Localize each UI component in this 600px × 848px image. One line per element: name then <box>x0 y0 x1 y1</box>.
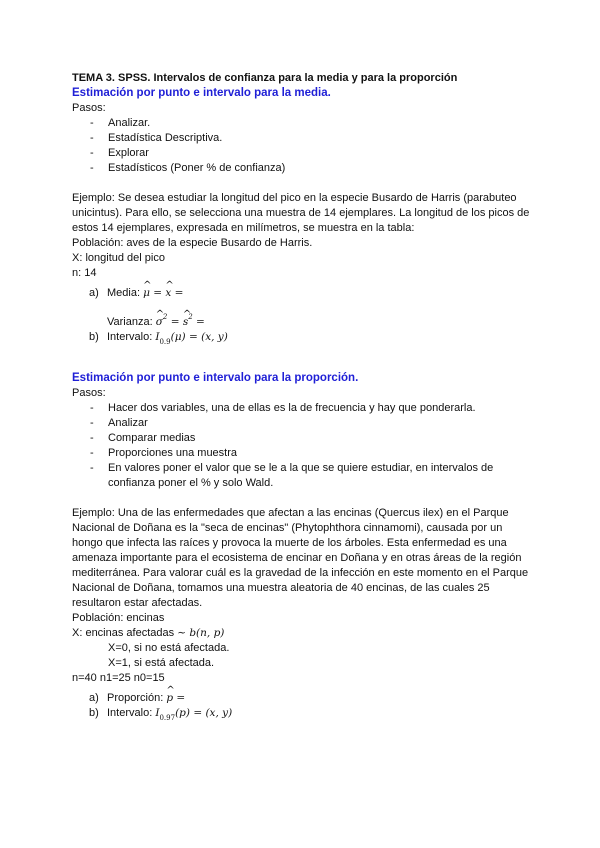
question-b-proportion: b) Intervalo: $I_{0.97}(p) = (x$, y) <box>89 707 233 722</box>
counts: n=40 n1=25 n0=15 <box>72 672 165 684</box>
distribution-formula: ∼ b(n, p) <box>177 627 225 639</box>
step-item: - Analizar <box>72 416 530 431</box>
x1-definition: X=1, si está afectada. <box>108 657 215 669</box>
formula-interval-proportion: $I_{0.97}(p) = (x$, y) <box>155 707 233 722</box>
variable-media: X: longitud del pico <box>72 252 165 264</box>
variable-proportion: X: encinas afectadas ∼ b(n, p) <box>72 627 225 639</box>
document-title: TEMA 3. SPSS. Intervalos de confianza para la media y para la proporción <box>72 72 458 84</box>
questions-media <box>72 281 530 350</box>
question-a-media: a) Media: ^ μ = ^ x = <box>72 281 530 301</box>
question-b-media: b) Intervalo: $I_{0.9}(\mu) = (x$, y) <box>89 331 228 346</box>
steps-list-media <box>72 116 530 176</box>
step-item: - Hacer dos variables, una de ellas es la de frecuencia y hay que ponderarla. <box>72 401 530 416</box>
section-heading-proportion: Estimación por punto e intervalo para la proporción. <box>72 372 359 384</box>
step-item: - En valores poner el valor que se le a la que se quiere estudiar, en intervalos de confianza poner el % y solo Wald. <box>72 461 530 491</box>
step-item: - Estadística Descriptiva. <box>72 131 530 146</box>
questions-proportion <box>72 686 530 726</box>
sample-size-media: n: 14 <box>72 267 97 279</box>
x0-definition: X=0, si no está afectada. <box>108 642 230 654</box>
formula-interval-media: $I_{0.9}(\mu) = (x$, y) <box>155 331 228 346</box>
example-media: Ejemplo: Se desea estudiar la longitud del pico en la especie Busardo de Harris (parabuteo unicintus). Para ello, se selecciona una muestra de 14 ejemplares. La longitud de los picos de estos 14 ejemplares, expresada en milímetros, se muestra en la tabla: <box>72 192 530 234</box>
steps-label-proportion: Pasos: <box>72 387 106 399</box>
formula-varianza: ^ $\sigma^2$ = ^ $s^2$ = <box>156 316 205 328</box>
step-item: - Analizar. <box>72 116 530 131</box>
example-proportion: Ejemplo: Una de las enfermedades que afectan a las encinas (Quercus ilex) en el Parque Nacional de Doñana es la "seca de encinas" (Phytophthora cinnamomi), causada por un hongo que infecta las raíces y provoca la muerte de los árboles. Esta enfermedad es una amenaza importante para el ecosistema de encinar en Doñana y en otras áreas de la región mediterránea. Para valorar cuál es la gravedad de la infección en este momento en el Parque Nacional de Doñana, tomamos una muestra aleatoria de 40 encinas, de las cuales 25 resultaron estar afectadas. <box>72 507 529 609</box>
population-media: Población: aves de la especie Busardo de Harris. <box>72 237 313 249</box>
step-item: - Comparar medias <box>72 431 530 446</box>
question-a-proportion: a) Proporción: ^ p = <box>72 686 530 706</box>
step-item: - Proporciones una muestra <box>72 446 530 461</box>
formula-media: ^ μ = ^ x = <box>143 287 183 299</box>
section-heading-media: Estimación por punto e intervalo para la media. <box>72 87 331 99</box>
steps-list-proportion <box>72 401 530 491</box>
formula-proportion: ^ p = <box>166 692 185 704</box>
document-content <box>72 71 530 726</box>
question-varianza: Varianza: ^ $\sigma^2$ = ^ $s^2$ = <box>72 301 530 330</box>
steps-label-media: Pasos: <box>72 102 106 114</box>
population-proportion: Población: encinas <box>72 612 165 624</box>
step-item: - Estadísticos (Poner % de confianza) <box>72 161 530 176</box>
step-item: - Explorar <box>72 146 530 161</box>
